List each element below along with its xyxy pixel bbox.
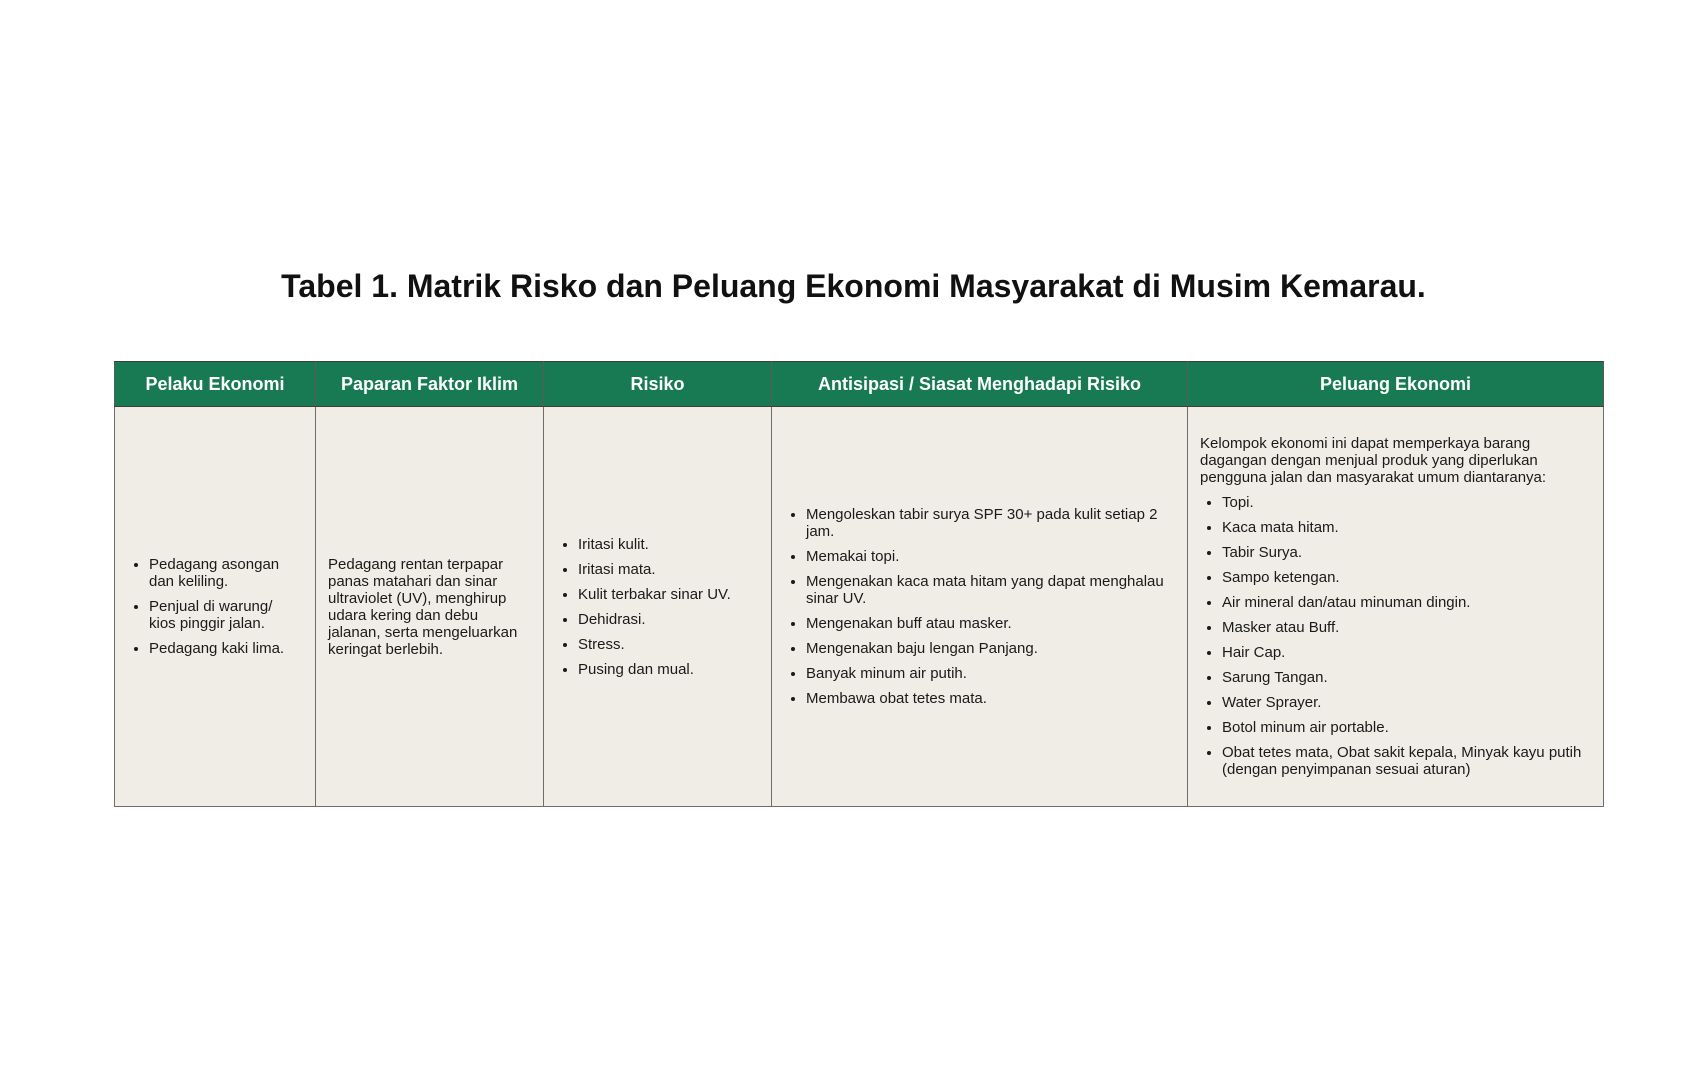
table-row: [115, 407, 1604, 807]
list-item: • Hair Cap.: [1222, 644, 1591, 661]
pelaku-list: [127, 556, 303, 657]
list-item: • Dehidrasi.: [578, 611, 759, 628]
list-item: • Mengenakan kaca mata hitam yang dapat menghalau sinar UV.: [806, 573, 1175, 607]
header-risiko: Risiko: [544, 362, 772, 407]
list-item: • Sarung Tangan.: [1222, 669, 1591, 686]
cell-antisipasi: [772, 407, 1188, 807]
paparan-text: Pedagang rentan terpapar panas matahari dan sinar ultraviolet (UV), menghirup udara kering dan debu jalanan, serta mengeluarkan keringat berlebih.: [328, 555, 518, 658]
list-item: • Banyak minum air putih.: [806, 665, 1175, 682]
list-item: • Air mineral dan/atau minuman dingin.: [1222, 594, 1591, 611]
list-item: • Pedagang asongan dan keliling.: [149, 556, 303, 590]
header-paparan-faktor-iklim: Paparan Faktor Iklim: [316, 362, 544, 407]
list-item: • Sampo ketengan.: [1222, 569, 1591, 586]
header-antisipasi: Antisipasi / Siasat Menghadapi Risiko: [772, 362, 1188, 407]
list-item: • Iritasi mata.: [578, 561, 759, 578]
peluang-list: [1200, 494, 1591, 778]
list-item: • Stress.: [578, 636, 759, 653]
cell-paparan-faktor-iklim: [316, 407, 544, 807]
cell-pelaku-ekonomi: [115, 407, 316, 807]
table-title: Tabel 1. Matrik Risko dan Peluang Ekonomi Masyarakat di Musim Kemarau.: [281, 268, 1426, 304]
list-item: • Mengenakan baju lengan Panjang.: [806, 640, 1175, 657]
header-pelaku-ekonomi: Pelaku Ekonomi: [115, 362, 316, 407]
list-item: • Tabir Surya.: [1222, 544, 1591, 561]
cell-peluang-ekonomi: [1188, 407, 1604, 807]
list-item: • Iritasi kulit.: [578, 536, 759, 553]
list-item: • Pedagang kaki lima.: [149, 640, 303, 657]
list-item: • Penjual di warung/ kios pinggir jalan.: [149, 598, 303, 632]
list-item: • Kulit terbakar sinar UV.: [578, 586, 759, 603]
list-item: • Memakai topi.: [806, 548, 1175, 565]
header-row: [115, 362, 1604, 407]
risk-matrix-table: [114, 361, 1604, 807]
risiko-list: [556, 536, 759, 678]
list-item: • Obat tetes mata, Obat sakit kepala, Minyak kayu putih (dengan penyimpanan sesuai aturan): [1222, 744, 1591, 778]
list-item: • Pusing dan mual.: [578, 661, 759, 678]
list-item: • Mengoleskan tabir surya SPF 30+ pada kulit setiap 2 jam.: [806, 506, 1175, 540]
list-item: • Membawa obat tetes mata.: [806, 690, 1175, 707]
header-peluang-ekonomi: Peluang Ekonomi: [1188, 362, 1604, 407]
antisipasi-list: [784, 506, 1175, 707]
list-item: • Kaca mata hitam.: [1222, 519, 1591, 536]
peluang-intro: Kelompok ekonomi ini dapat memperkaya barang dagangan dengan menjual produk yang diperlukan pengguna jalan dan masyarakat umum diantaranya:: [1200, 435, 1547, 486]
list-item: • Mengenakan buff atau masker.: [806, 615, 1175, 632]
list-item: • Water Sprayer.: [1222, 694, 1591, 711]
list-item: • Masker atau Buff.: [1222, 619, 1591, 636]
list-item: • Topi.: [1222, 494, 1591, 511]
cell-risiko: [544, 407, 772, 807]
list-item: • Botol minum air portable.: [1222, 719, 1591, 736]
